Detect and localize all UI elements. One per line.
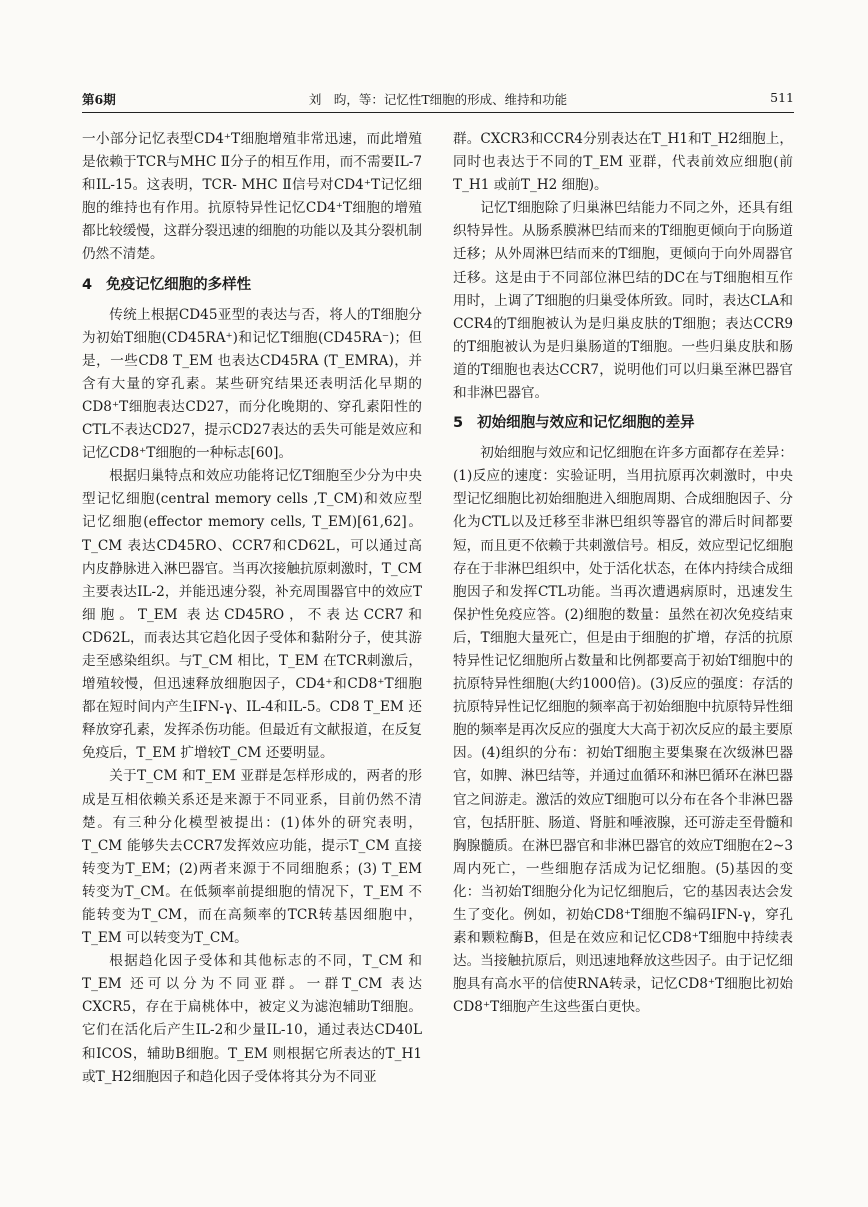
paragraph: 记忆T细胞除了归巢淋巴结能力不同之外，还具有组织特异性。从肠系膜淋巴结而来的T细胞更倾向于向肠道迁移；从外周淋巴结而来的T细胞，更倾向于向外周器官迁移。这是由于不同部位淋巴结的DC在与T细胞相互作用时，上调了T细胞的归巢受体所致。同时，表达CLA和CCR4的T细胞被认为是归巢皮肤的T细胞；表达CCR9的T细胞被认为是归巢肠道的T细胞。一些归巢皮肤和肠道的T细胞也表达CCR7，说明他们可以归巢至淋巴器官和非淋巴器官。 xyxy=(453,200,793,402)
right-column xyxy=(453,128,793,1019)
section-heading xyxy=(82,272,422,298)
section-number: 5 xyxy=(453,415,464,432)
paragraph: 传统上根据CD45亚型的表达与否，将人的T细胞分为初始T细胞(CD45RA⁺)和记忆T细胞(CD45RA⁻)；但是，一些CD8 T_EM 也表达CD45RA (T_EMRA)，并含有大量的穿孔素。某些研究结果还表明活化早期的CD8⁺T细胞表达CD27，而分化晚期的、穿孔素阳性的CTL不表达CD27，提示CD27表达的丢失可能是效应和记忆CD8⁺T细胞的一种标志[60]。 xyxy=(82,306,422,462)
paragraph: 一小部分记忆表型CD4⁺T细胞增殖非常迅速，而此增殖是依赖于TCR与MHC Ⅱ分子的相互作用，而不需要IL-7和IL-15。这表明，TCR- MHC Ⅱ信号对CD4⁺T记忆细胞的维持也有作用。抗原特异性记忆CD4⁺T细胞的增殖都比较缓慢，这群分裂迅速的细胞的功能以及其分裂机制仍然不清楚。 xyxy=(82,131,422,263)
page-number: 511 xyxy=(770,90,794,105)
section-number: 4 xyxy=(82,276,93,293)
left-column xyxy=(82,128,422,1089)
section-title: 免疫记忆细胞的多样性 xyxy=(106,276,252,293)
running-title: 刘 昀，等：记忆性T细胞的形成、维持和功能 xyxy=(308,92,568,107)
issue-label: 第6期 xyxy=(82,92,116,107)
paragraph: 根据趋化因子受体和其他标志的不同，T_CM 和T_EM 还可以分为不同亚群。一群T_CM 表达CXCR5，存在于扁桃体中，被定义为滤泡辅助T细胞。它们在活化后产生IL-2和少量IL-10，通过表达CD40L和ICOS，辅助B细胞。T_EM 则根据它所表达的T_H1或T_H2细胞因子和趋化因子受体将其分为不同亚 xyxy=(82,953,422,1085)
paragraph: 群。CXCR3和CCR4分别表达在T_H1和T_H2细胞上，同时也表达于不同的T_EM 亚群，代表前效应细胞(前T_H1 或前T_H2 细胞)。 xyxy=(453,131,793,194)
section-title: 初始细胞与效应和记忆细胞的差异 xyxy=(477,415,695,432)
paragraph: 根据归巢特点和效应功能将记忆T细胞至少分为中央型记忆细胞(central memory cells ,T_CM)和效应型记忆细胞(effector memory cells, T_EM)[61,62]。T_CM 表达CD45RO、CCR7和CD62L，可以通过高内皮静脉进入淋巴器官。当再次接触抗原刺激时，T_CM 主要表达IL-2，并能迅速分裂，补充周围器官中的效应T细胞。T_EM 表达CD45RO，不表达CCR7和CD62L，而表达其它趋化因子受体和黏附分子，使其游走至感染组织。与T_CM 相比，T_EM 在TCR刺激后，增殖较慢，但迅速释放细胞因子，CD4⁺和CD8⁺T细胞都在短时间内产生IFN-γ、IL-4和IL-5。CD8 T_EM 还释放穿孔素，发挥杀伤功能。但最近有文献报道，在反复免疫后，T_EM 扩增较T_CM 还要明显。 xyxy=(82,468,422,762)
paragraph: 关于T_CM 和T_EM 亚群是怎样形成的，两者的形成是互相依赖关系还是来源于不同亚系，目前仍然不清楚。有三种分化模型被提出：(1)体外的研究表明，T_CM 能够失去CCR7发挥效应功能，提示T_CM 直接转变为T_EM；(2)两者来源于不同细胞系；(3) T_EM 转变为T_CM。在低频率前提细胞的情况下，T_EM 不能转变为T_CM，而在高频率的TCR转基因细胞中，T_EM 可以转变为T_CM。 xyxy=(82,768,422,947)
section-heading xyxy=(453,410,793,436)
page-header xyxy=(82,88,794,113)
paragraph: 初始细胞与效应和记忆细胞在许多方面都存在差异：(1)反应的速度：实验证明，当用抗原再次刺激时，中央型记忆细胞比初始细胞进入细胞周期、合成细胞因子、分化为CTL以及迁移至非淋巴组织等器官的滞后时间都要短，而且更不依赖于共刺激信号。相反，效应型记忆细胞存在于非淋巴组织中，处于活化状态，在体内持续合成细胞因子和发挥CTL功能。当再次遭遇病原时，迅速发生保护性免疫应答。(2)细胞的数量：虽然在初次免疫结束后，T细胞大量死亡，但是由于细胞的扩增，存活的抗原特异性记忆细胞所占数量和比例都要高于初始T细胞中的抗原特异性细胞(大约1000倍)。(3)反应的强度：存活的抗原特异性记忆细胞的频率高于初始细胞中抗原特异性细胞的频率是再次反应的强度大大高于初次反应的最主要原因。(4)组织的分布：初始T细胞主要集聚在次级淋巴器官，如脾、淋巴结等，并通过血循环和淋巴循环在淋巴器官之间游走。激活的效应T细胞可以分布在各个非淋巴器官，包括肝脏、肠道、肾脏和唾液腺，还可游走至骨髓和胸腺髓质。在淋巴器官和非淋巴器官的效应T细胞在2~3周内死亡，一些细胞存活成为记忆细胞。(5)基因的变化：当初始T细胞分化为记忆细胞后，它的基因表达会发生了变化。例如，初始CD8⁺T细胞不编码IFN-γ，穿孔素和颗粒酶B，但是在效应和记忆CD8⁺T细胞中持续表达。当接触抗原后，则迅速地释放这些因子。由于记忆细胞具有高水平的信使RNA转录，记忆CD8⁺T细胞比初始CD8⁺T细胞产生这些蛋白更快。 xyxy=(453,445,793,1016)
